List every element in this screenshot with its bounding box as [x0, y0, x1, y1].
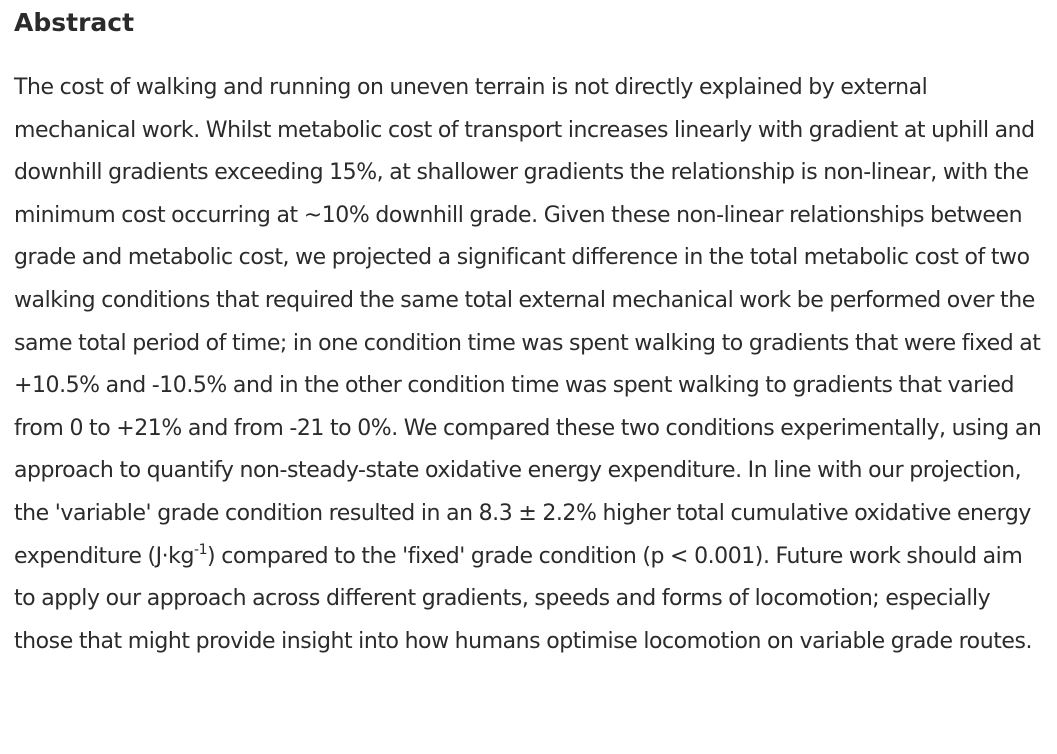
abstract-text: [14, 67, 1044, 663]
unit-exponent: -1: [193, 541, 208, 558]
abstract-text-part2: ) compared to the 'fixed' grade condition (p < 0.001). Future work should aim to apply our approach across different gradients, speeds and forms of locomotion; especially those that might provide insight into how humans optimise locomotion on variable grade routes.: [14, 543, 1033, 654]
abstract-section: [14, 0, 1044, 663]
abstract-text-part1: The cost of walking and running on uneven terrain is not directly explained by external mechanical work. Whilst metabolic cost of transport increases linearly with gradient at uphill and downhill gradients exceeding 15%, at shallower gradients the relationship is non-linear, with the minimum cost occurring at ~10% downhill grade. Given these non-linear relationships between grade and metabolic cost, we projected a significant difference in the total metabolic cost of two walking conditions that required the same total external mechanical work be performed over the same total period of time; in one condition time was spent walking to gradients that were fixed at +10.5% and -10.5% and in the other condition time was spent walking to gradients that varied from 0 to +21% and from -21 to 0%. We compared these two conditions experimentally, using an approach to quantify non-steady-state oxidative energy expenditure. In line with our projection, the 'variable' grade condition resulted in an 8.3 ± 2.2% higher total cumulative oxidative energy expenditure (J·kg: [14, 75, 1042, 569]
abstract-heading: Abstract: [14, 8, 135, 37]
